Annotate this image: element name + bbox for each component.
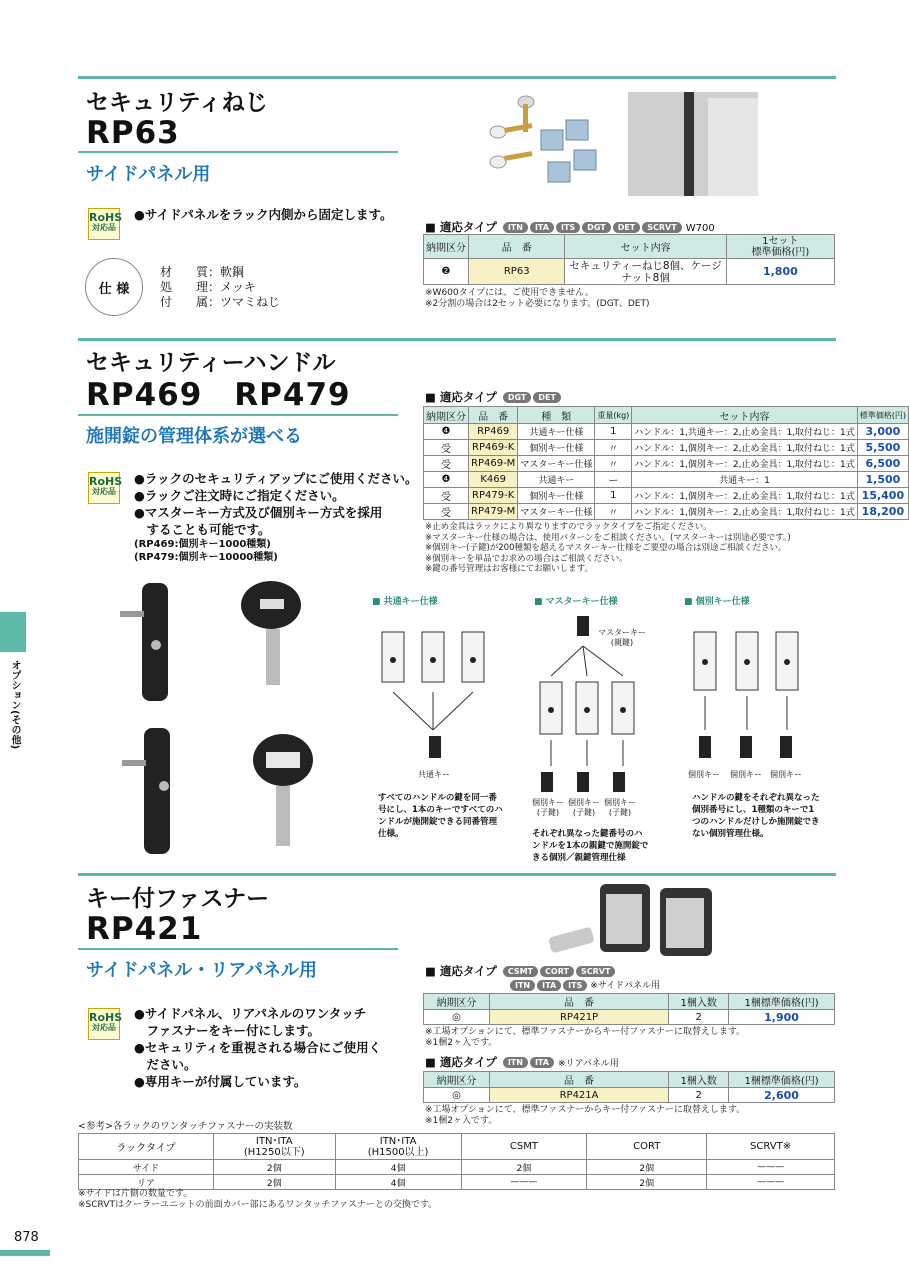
rp469-handle-photo [116, 575, 196, 705]
rp63-types: ■ 適応タイプ ITN ITA ITS DGT DET SCRVT W700 [425, 220, 715, 234]
rp63-table: 納期区分 品 番 セット内容 1セット 標準価格(円) ❷ RP63 セキュリティーねじ8個、ケージナット8個 1,800 [423, 234, 835, 285]
key-illustration [236, 575, 306, 690]
master-key-caption: マスターキー (親鍵) [598, 628, 646, 647]
rp469-subtitle: 施開錠の管理体系が選べる [86, 426, 302, 447]
rp421-types-side-2: ITN ITA ITS ※サイドパネル用 [508, 978, 660, 991]
page-number-bar [0, 1250, 50, 1256]
rp421-bullets: ●サイドパネル、リアパネルのワンタッチ ファスナーをキー付にします。 ●セキュリティを重視される場合にご使用く ださい。 ●専用キーが付属しています。 [134, 1006, 382, 1089]
child-key-caption: 個別キー (子鍵) [532, 798, 564, 817]
rp63-rack-photo [628, 92, 758, 196]
reference-title: <参考>各ラックのワンタッチファスナーの実装数 [78, 1121, 293, 1132]
rp469-key-photo [236, 575, 306, 690]
key-illustration [248, 730, 318, 850]
table-row: ❹ K469 共通キー ー 共通キー：1 1,500 [424, 472, 909, 488]
rp63-screws-photo [476, 92, 616, 200]
master-key-description: それぞれ異なった鍵番号のハンドルを1本の親鍵で施開錠できる個別／親鍵管理仕様 [532, 829, 649, 863]
child-key-caption: 個別キー (子鍵) [604, 798, 636, 817]
table-row: 受 RP469-K 個別キー仕様 〃 ハンドル：1,個別キー：2,止め金具：1,取付ねじ：1式 5,500 [424, 440, 909, 456]
rp421p-table: 納期区分 品 番 1梱入数 1梱標準価格(円) ◎ RP421P 2 1,900 [423, 993, 835, 1025]
rp469-table: 納期区分 品 番 種 類 重量(kg) セット内容 標準価格(円) ❹ RP469 共通キー仕様 1 ハンドル：1,共通キー：2,止め金具：1,取付ねじ：1式 3,000 受 RP469-K 個別キー仕様 〃 ハンドル：1,個別キー：2,止め金具：1,取付ねじ：1式 5,500 受 RP469-M マスターキー仕様 〃 ハンドル：1,個別キー：2,止め金具：1,取付ねじ：1式 6,500 ❹ K469 共通キー ー 共通キー：1 1,500 受 RP479-K 個別キー仕様 1 ハンドル：1,個別キー：2,止め金具：1,取付ねじ：1式 15,400 受 RP479-M マスターキー仕様 〃 ハンドル：1,個別キー：2,止め金具：1,取付ねじ：1式 18,200 [423, 406, 909, 520]
handle-illustration [118, 720, 198, 860]
table-row: サイド 2個 4個 2個 2個 ——— [79, 1160, 835, 1175]
side-tab [0, 612, 26, 652]
rp63-title: セキュリティねじ [86, 90, 268, 116]
master-key-title: ■ マスターキー仕様 [534, 597, 618, 607]
rp421-title: キー付ファスナー [86, 886, 270, 912]
table-row: 受 RP469-M マスターキー仕様 〃 ハンドル：1,個別キー：2,止め金具：1,取付ねじ：1式 6,500 [424, 456, 909, 472]
child-key-caption: 個別キー (子鍵) [568, 798, 600, 817]
rp421-model: RP421 [86, 911, 203, 947]
rp421p-notes: ※工場オプションにて、標準ファスナーからキー付ファスナーに取替えします。 ※1梱2ヶ入です。 [425, 1027, 746, 1048]
rp63-bullet: ●サイドパネルをラック内側から固定します。 [134, 207, 393, 222]
rp469-model: RP469 RP479 [86, 377, 351, 413]
fastener-illustration [540, 880, 720, 960]
rp469-notes: ※止め金具はラックにより異なりますのでラックタイプをご指定ください。 ※マスターキー仕様の場合は、使用パターンをご相談ください。(マスターキーは別途必要です。) ※個別キー(子鍵)が200種類を超えるマスターキー仕様をご要望の場合は別途ご相談ください。 ※個別キーを単品でお求めの場合はご相談ください。 ※鍵の番号管理はお客様にてお願いします。 [425, 522, 791, 574]
common-key-description: すべてのハンドルの鍵を同一番号にし、1本のキーですべてのハンドルが施開錠できる同番管理仕様。 [378, 793, 503, 839]
rp479-key-photo [248, 730, 318, 850]
rp469-types: ■ 適応タイプ DGT DET [425, 389, 561, 405]
table-row: 受 RP479-M マスターキー仕様 〃 ハンドル：1,個別キー：2,止め金具：1,取付ねじ：1式 18,200 [424, 504, 909, 520]
table-row: ❷ RP63 セキュリティーねじ8個、ケージナット8個 1,800 [424, 259, 835, 285]
table-row: ◎ RP421P 2 1,900 [424, 1010, 835, 1025]
common-key-title: ■ 共通キー仕様 [372, 597, 438, 607]
rp469-bullets: ●ラックのセキュリティアップにご使用ください。 ●ラックご注文時にご指定ください。 ●マスターキー方式及び個別キー方式を採用 することも可能です。 (RP469:個別キー1000種類) (RP479:個別キー10000種類) [134, 471, 418, 563]
rp469-rohs-badge: RoHS 対応品 [88, 472, 120, 504]
rp469-title: セキュリティーハンドル [86, 350, 336, 376]
rp479-handle-photo [118, 720, 198, 860]
individual-key-caption: 個別キー [688, 770, 720, 779]
rack-side-illustration [628, 92, 758, 196]
table-row: リア 2個 4個 ——— 2個 ——— [79, 1175, 835, 1190]
spec-row: 材 質：軟鋼 [160, 265, 245, 279]
table-row: 受 RP479-K 個別キー仕様 1 ハンドル：1,個別キー：2,止め金具：1,取付ねじ：1式 15,400 [424, 488, 909, 504]
rp421-types-side: ■ 適応タイプ CSMT CORT SCRVT [425, 963, 615, 979]
rp421a-notes: ※工場オプションにて、標準ファスナーからキー付ファスナーに取替えします。 ※1梱2ヶ入です。 [425, 1105, 746, 1126]
rp63-rohs-badge: RoHS 対応品 [88, 208, 120, 240]
handle-illustration [116, 575, 196, 705]
spec-row: 付 属：ツマミねじ [160, 295, 281, 309]
rp421-subtitle: サイドパネル・リアパネル用 [86, 960, 317, 981]
side-tab-label: オプション(その他) [9, 660, 20, 750]
individual-key-description: ハンドルの鍵をそれぞれ異なった個別番号にし、1種類のキーで1つのハンドルだけしか施開錠できない個別管理仕様。 [692, 793, 820, 839]
individual-key-caption: 個別キー [730, 770, 762, 779]
table-row: ❹ RP469 共通キー仕様 1 ハンドル：1,共通キー：2,止め金具：1,取付ねじ：1式 3,000 [424, 424, 909, 440]
rp421-rohs-badge: RoHS 対応品 [88, 1008, 120, 1040]
rp421-types-rear: ■ 適応タイプ ITN ITA ※リアパネル用 [425, 1055, 619, 1069]
reference-notes: ※サイドは片側の数量です。 ※SCRVTはクーラーユニットの前面カバー部にあるワンタッチファスナーとの交換です。 [78, 1189, 438, 1210]
rp63-spec-list [160, 265, 280, 310]
rp421a-table: 納期区分 品 番 1梱入数 1梱標準価格(円) ◎ RP421A 2 2,600 [423, 1071, 835, 1103]
rp63-notes: ※W600タイプには、ご使用できません。 ※2分割の場合は2セット必要になります。(DGT、DET) [425, 288, 650, 309]
rp63-spec-circle: 仕 様 [85, 258, 143, 316]
spec-row: 処 理：メッキ [160, 280, 257, 294]
individual-key-title: ■ 個別キー仕様 [684, 597, 750, 607]
common-key-caption: 共通キー [418, 770, 450, 779]
individual-key-caption: 個別キー [770, 770, 802, 779]
rp63-model: RP63 [86, 115, 180, 151]
reference-table: ラックタイプ ITN･ITA (H1250以下) ITN･ITA (H1500以上) CSMT CORT SCRVT※ サイド 2個 4個 2個 2個 ——— リア 2個 4個 ——— 2個 ——— [78, 1133, 835, 1190]
page-number: 878 [14, 1230, 39, 1245]
table-row: ◎ RP421A 2 2,600 [424, 1088, 835, 1103]
screw-nut-illustration [476, 92, 616, 200]
rp421-fastener-photo [540, 880, 720, 960]
rp63-subtitle: サイドパネル用 [86, 164, 211, 185]
